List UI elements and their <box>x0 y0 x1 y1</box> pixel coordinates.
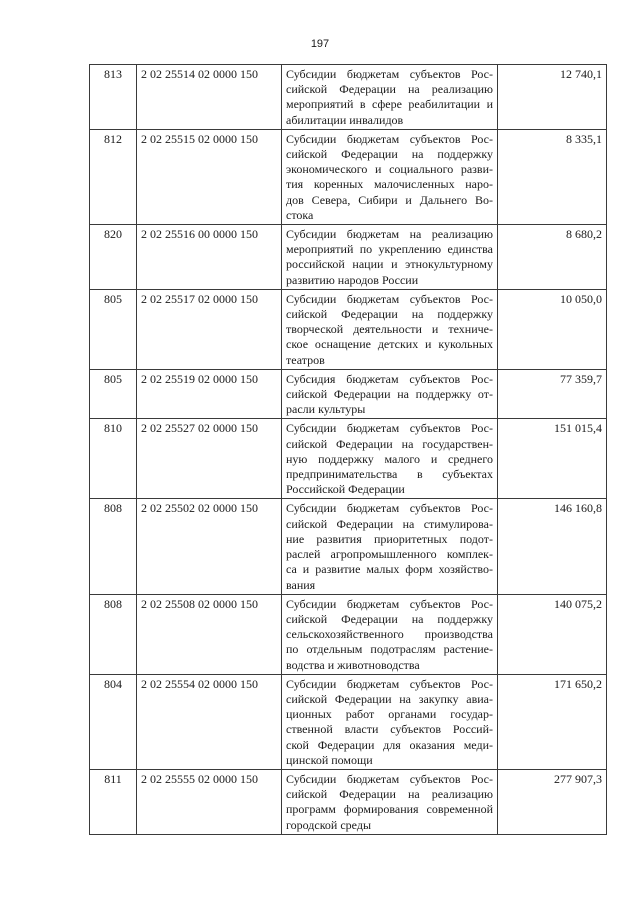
revenue-name-line: сийской Федерации на поддержку <box>286 147 493 162</box>
revenue-name-cell <box>282 225 498 290</box>
amount-cell: 12 740,1 <box>498 65 607 130</box>
revenue-name-line: российской нации и этнокультурному <box>286 257 493 272</box>
revenue-name-line: по отдельным подотраслям растение- <box>286 642 493 657</box>
revenue-name-line: ственной власти субъектов Россий- <box>286 722 493 737</box>
revenue-name-line: цинской помощи <box>286 752 373 767</box>
revenue-name-line: расли культуры <box>286 402 366 417</box>
revenue-name-line: сельскохозяйственного производства <box>286 627 493 642</box>
admin-code-cell: 810 <box>90 419 137 499</box>
revenue-name-line: ние развития приоритетных подот- <box>286 531 493 546</box>
revenue-name-line: раслей агропромышленного комплек- <box>286 547 493 562</box>
revenue-name-line: театров <box>286 352 325 367</box>
budget-table-body <box>90 65 607 835</box>
revenue-name-line: Субсидии бюджетам субъектов Рос- <box>286 501 493 516</box>
revenue-name-cell <box>282 289 498 369</box>
revenue-name-line: Субсидии бюджетам субъектов Рос- <box>286 596 493 611</box>
revenue-name-line: городской среды <box>286 817 372 832</box>
budget-classification-cell: 2 02 25502 02 0000 150 <box>137 499 282 594</box>
revenue-name-line: предпринимательства в субъектах <box>286 467 493 482</box>
revenue-name-cell <box>282 129 498 224</box>
revenue-name-line: сийской Федерации на реализацию <box>286 82 493 97</box>
revenue-name-line: мероприятий по укреплению единства <box>286 242 493 257</box>
budget-table <box>89 64 607 835</box>
page-number: 197 <box>310 38 330 50</box>
revenue-name-line: Субсидии бюджетам субъектов Рос- <box>286 291 493 306</box>
table-row <box>90 594 607 674</box>
table-row <box>90 65 607 130</box>
revenue-name-line: са и развитие малых форм хозяйство- <box>286 562 493 577</box>
amount-cell: 277 907,3 <box>498 769 607 834</box>
revenue-name-cell <box>282 594 498 674</box>
amount-cell: 146 160,8 <box>498 499 607 594</box>
admin-code-cell: 813 <box>90 65 137 130</box>
revenue-name-line: сийской Федерации на стимулирова- <box>286 516 493 531</box>
budget-classification-cell: 2 02 25508 02 0000 150 <box>137 594 282 674</box>
revenue-name-line: ское оснащение детских и кукольных <box>286 337 493 352</box>
amount-cell: 8 335,1 <box>498 129 607 224</box>
revenue-name-line: ционных работ органами государ- <box>286 707 493 722</box>
table-row <box>90 369 607 419</box>
revenue-name-line: развитию народов России <box>286 272 419 287</box>
table-row <box>90 225 607 290</box>
revenue-name-cell <box>282 499 498 594</box>
revenue-name-cell <box>282 674 498 769</box>
amount-cell: 77 359,7 <box>498 369 607 419</box>
admin-code-cell: 805 <box>90 369 137 419</box>
table-row <box>90 769 607 834</box>
amount-cell: 140 075,2 <box>498 594 607 674</box>
amount-cell: 171 650,2 <box>498 674 607 769</box>
revenue-name-cell <box>282 769 498 834</box>
table-row <box>90 674 607 769</box>
amount-cell: 10 050,0 <box>498 289 607 369</box>
revenue-name-line: Субсидии бюджетам на реализацию <box>286 227 493 242</box>
budget-classification-cell: 2 02 25514 02 0000 150 <box>137 65 282 130</box>
revenue-name-line: ской Федерации для оказания меди- <box>286 737 493 752</box>
budget-classification-cell: 2 02 25515 02 0000 150 <box>137 129 282 224</box>
revenue-name-line: сийской Федерации на закупку авиа- <box>286 691 493 706</box>
revenue-name-line: Субсидии бюджетам субъектов Рос- <box>286 67 493 81</box>
amount-cell: 151 015,4 <box>498 419 607 499</box>
revenue-name-line: стока <box>286 207 314 222</box>
admin-code-cell: 808 <box>90 499 137 594</box>
admin-code-cell: 811 <box>90 769 137 834</box>
revenue-name-line: Субсидии бюджетам субъектов Рос- <box>286 771 493 786</box>
revenue-name-line: мероприятий в сфере реабилитации и <box>286 97 493 112</box>
revenue-name-line: программ формирования современной <box>286 802 493 817</box>
revenue-name-line: сийской Федерации на поддержку <box>286 611 493 626</box>
admin-code-cell: 812 <box>90 129 137 224</box>
revenue-name-line: Субсидии бюджетам субъектов Рос- <box>286 131 493 146</box>
revenue-name-line: творческой деятельности и техниче- <box>286 322 493 337</box>
revenue-name-line: вания <box>286 577 316 592</box>
revenue-name-line: ную поддержку малого и среднего <box>286 451 493 466</box>
revenue-name-line: водства и животноводства <box>286 657 420 672</box>
admin-code-cell: 820 <box>90 225 137 290</box>
amount-cell: 8 680,2 <box>498 225 607 290</box>
budget-classification-cell: 2 02 25516 00 0000 150 <box>137 225 282 290</box>
table-row <box>90 499 607 594</box>
revenue-name-line: сийской Федерации на реализацию <box>286 787 493 802</box>
revenue-name-line: сийской Федерации на государствен- <box>286 436 493 451</box>
revenue-name-line: дов Севера, Сибири и Дальнего Во- <box>286 192 493 207</box>
table-row <box>90 129 607 224</box>
budget-classification-cell: 2 02 25519 02 0000 150 <box>137 369 282 419</box>
admin-code-cell: 804 <box>90 674 137 769</box>
revenue-name-cell <box>282 65 498 130</box>
revenue-name-cell <box>282 419 498 499</box>
revenue-name-line: Российской Федерации <box>286 482 405 497</box>
revenue-name-line: Субсидия бюджетам субъектов Рос- <box>286 371 493 386</box>
revenue-name-line: Субсидии бюджетам субъектов Рос- <box>286 676 493 691</box>
revenue-name-line: абилитации инвалидов <box>286 112 404 127</box>
budget-classification-cell: 2 02 25527 02 0000 150 <box>137 419 282 499</box>
revenue-name-line: экономического и социального разви- <box>286 162 493 177</box>
budget-classification-cell: 2 02 25517 02 0000 150 <box>137 289 282 369</box>
budget-classification-cell: 2 02 25555 02 0000 150 <box>137 769 282 834</box>
budget-classification-cell: 2 02 25554 02 0000 150 <box>137 674 282 769</box>
revenue-name-line: сийской Федерации на поддержку <box>286 307 493 322</box>
admin-code-cell: 808 <box>90 594 137 674</box>
table-row <box>90 289 607 369</box>
table-row <box>90 419 607 499</box>
admin-code-cell: 805 <box>90 289 137 369</box>
revenue-name-line: сийской Федерации на поддержку от- <box>286 387 493 402</box>
revenue-name-cell <box>282 369 498 419</box>
revenue-name-line: Субсидии бюджетам субъектов Рос- <box>286 421 493 436</box>
revenue-name-line: тия коренных малочисленных наро- <box>286 177 493 192</box>
